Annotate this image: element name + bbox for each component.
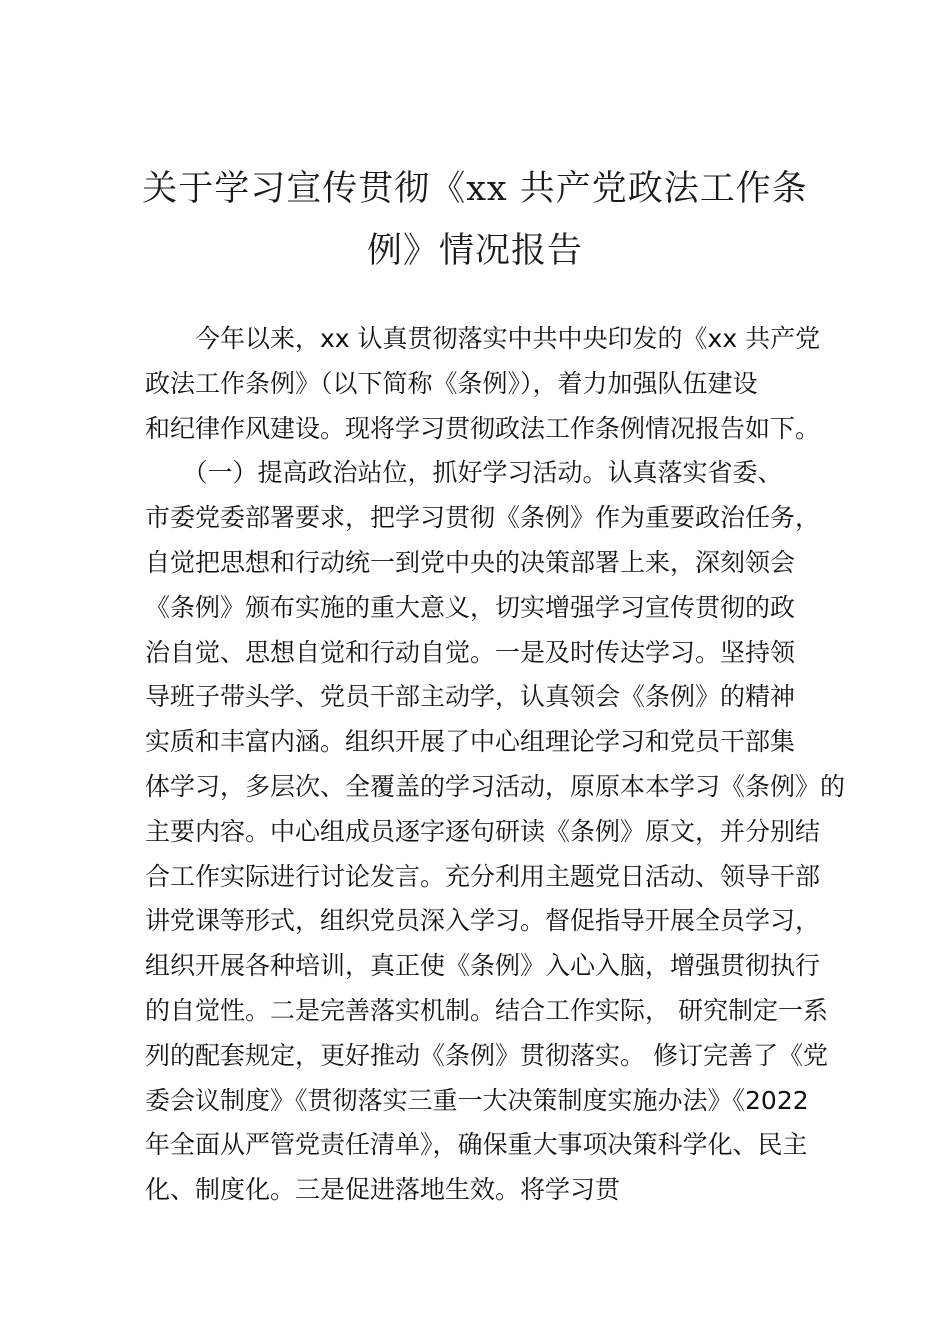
body-line: 和纪律作风建设。现将学习贯彻政法工作条例情况报告如下。 xyxy=(145,413,821,443)
title-line: 关于学习宣传贯彻《xx 共产党政法工作条 xyxy=(142,169,808,209)
body-line: 治自觉、思想自觉和行动自觉。一是及时传达学习。坚持领 xyxy=(145,637,796,667)
body-line: （一）提高政治站位，抓好学习活动。认真落实省委、 xyxy=(145,458,783,488)
body-line: 主要内容。中心组成员逐字逐句研读《条例》原文，并分别结 xyxy=(145,816,821,846)
body-line: 市委党委部署要求，把学习贯彻《条例》作为重要政治任务， xyxy=(145,503,821,533)
body-line: 组织开展各种培训，真正使《条例》入心入脑，增强贯彻执行 xyxy=(145,951,821,981)
body-line: 委会议制度》《贯彻落实三重一大决策制度实施办法》《2022 xyxy=(145,1085,809,1115)
body-line: 年全面从严管党责任清单》，确保重大事项决策科学化、民主 xyxy=(145,1130,808,1160)
body-line: 自觉把思想和行动统一到党中央的决策部署上来，深刻领会 xyxy=(145,547,796,577)
body-line: 化、制度化。三是促进落地生效。将学习贯 xyxy=(145,1175,621,1205)
body-line: 的自觉性。二是完善落实机制。结合工作实际， 研究制定一系 xyxy=(145,995,828,1025)
body-line: 列的配套规定，更好推动《条例》贯彻落实。 修订完善了《党 xyxy=(145,1040,828,1070)
body-line: 导班子带头学、党员干部主动学，认真领会《条例》的精神 xyxy=(145,682,796,712)
title-line: 例》情况报告 xyxy=(366,231,583,271)
document-body xyxy=(145,317,846,1213)
body-line: 讲党课等形式，组织党员深入学习。督促指导开展全员学习， xyxy=(145,906,821,936)
body-line: 体学习，多层次、全覆盖的学习活动，原原本本学习《条例》的 xyxy=(145,771,846,801)
body-line: 政法工作条例》（以下简称《条例》），着力加强队伍建设 xyxy=(145,368,758,398)
body-line: 今年以来，xx 认真贯彻落实中共中央印发的《xx 共产党 xyxy=(145,324,821,353)
body-line: 实质和丰富内涵。组织开展了中心组理论学习和党员干部集 xyxy=(145,727,796,757)
document-title xyxy=(140,158,810,282)
body-line: 《条例》颁布实施的重大意义，切实增强学习宣传贯彻的政 xyxy=(145,592,796,622)
body-line: 合工作实际进行讨论发言。充分利用主题党日活动、领导干部 xyxy=(145,861,821,891)
